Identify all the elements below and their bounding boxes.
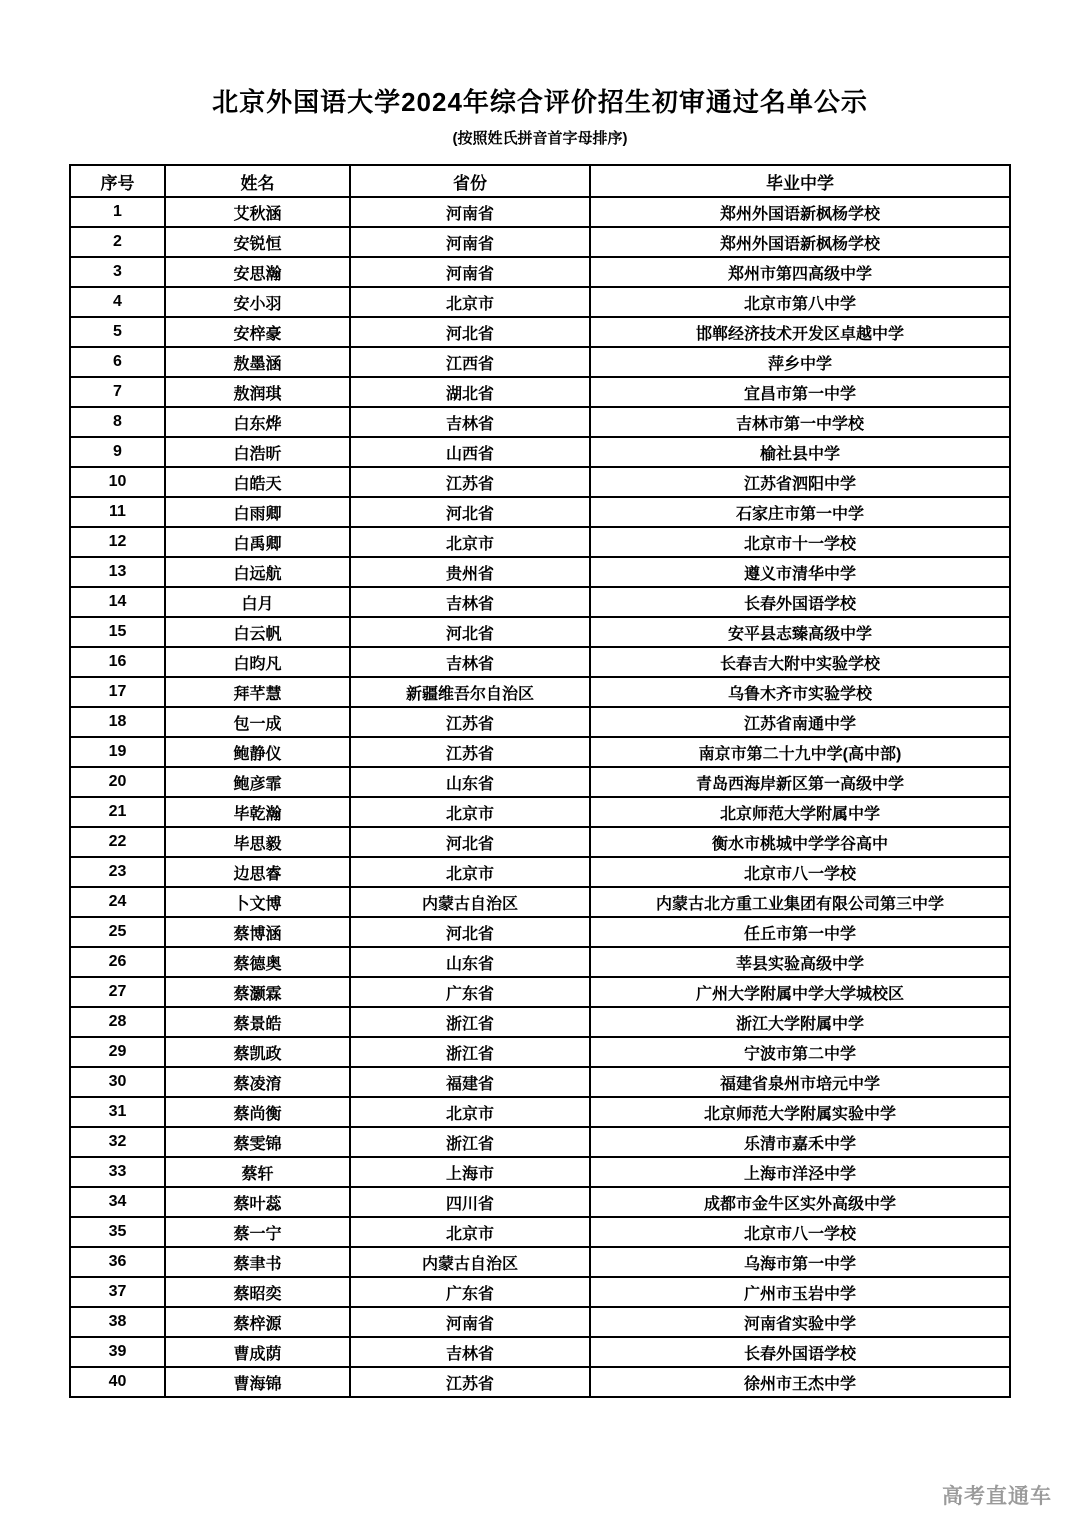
table-cell: 蔡雯锦 [165,1127,350,1157]
table-row [70,707,1010,737]
table-cell: 江苏省 [350,1367,590,1397]
table-cell: 39 [70,1337,165,1367]
table-cell: 26 [70,947,165,977]
table-row [70,647,1010,677]
table-cell: 安平县志臻高级中学 [590,617,1010,647]
page-subtitle: (按照姓氏拼音首字母排序) [452,130,628,147]
table-cell: 河北省 [350,497,590,527]
table-row [70,797,1010,827]
table-cell: 遵义市清华中学 [590,557,1010,587]
table-cell: 长春外国语学校 [590,1337,1010,1367]
table-cell: 6 [70,347,165,377]
table-row [70,1217,1010,1247]
table-row [70,1157,1010,1187]
table-cell: 蔡景皓 [165,1007,350,1037]
column-header: 姓名 [165,165,350,197]
table-cell: 拜芊慧 [165,677,350,707]
table-cell: 白月 [165,587,350,617]
table-row [70,737,1010,767]
table-cell: 5 [70,317,165,347]
table-cell: 北京市 [350,1217,590,1247]
table-row [70,407,1010,437]
table-header-row [70,165,1010,197]
column-header: 省份 [350,165,590,197]
table-cell: 25 [70,917,165,947]
table-cell: 27 [70,977,165,1007]
table-cell: 河南省实验中学 [590,1307,1010,1337]
table-cell: 长春吉大附中实验学校 [590,647,1010,677]
table-body [70,197,1010,1397]
table-cell: 石家庄市第一中学 [590,497,1010,527]
table-cell: 北京市十一学校 [590,527,1010,557]
table-row [70,587,1010,617]
table-cell: 北京市八一学校 [590,857,1010,887]
table-cell: 成都市金牛区实外高级中学 [590,1187,1010,1217]
table-cell: 蔡梓源 [165,1307,350,1337]
table-cell: 白禹卿 [165,527,350,557]
table-cell: 蔡一宁 [165,1217,350,1247]
table-cell: 河北省 [350,317,590,347]
table-cell: 吉林省 [350,1337,590,1367]
table-cell: 贵州省 [350,557,590,587]
table-cell: 广东省 [350,1277,590,1307]
table-row [70,617,1010,647]
table-cell: 安思瀚 [165,257,350,287]
table-cell: 11 [70,497,165,527]
table-cell: 新疆维吾尔自治区 [350,677,590,707]
table-cell: 白皓天 [165,467,350,497]
table-row [70,1007,1010,1037]
table-row [70,1187,1010,1217]
table-cell: 22 [70,827,165,857]
table-row [70,1367,1010,1397]
table-cell: 浙江省 [350,1127,590,1157]
table-cell: 4 [70,287,165,317]
watermark: 高考直通车 [942,1485,1052,1508]
table-cell: 21 [70,797,165,827]
table-cell: 吉林省 [350,647,590,677]
table-cell: 蔡昭奕 [165,1277,350,1307]
table-cell: 福建省 [350,1067,590,1097]
table-cell: 35 [70,1217,165,1247]
table-cell: 北京市 [350,527,590,557]
table-cell: 28 [70,1007,165,1037]
table-cell: 广州市玉岩中学 [590,1277,1010,1307]
table-cell: 蔡轩 [165,1157,350,1187]
table-cell: 白雨卿 [165,497,350,527]
table-cell: 曹海锦 [165,1367,350,1397]
table-cell: 福建省泉州市培元中学 [590,1067,1010,1097]
table-row [70,197,1010,227]
table-cell: 衡水市桃城中学学谷高中 [590,827,1010,857]
table-cell: 白浩昕 [165,437,350,467]
table-row [70,1307,1010,1337]
table-cell: 36 [70,1247,165,1277]
table-cell: 山东省 [350,767,590,797]
table-cell: 卜文博 [165,887,350,917]
table-cell: 白远航 [165,557,350,587]
table-cell: 四川省 [350,1187,590,1217]
table-cell: 30 [70,1067,165,1097]
table-cell: 12 [70,527,165,557]
table-row [70,1127,1010,1157]
table-row [70,227,1010,257]
table-cell: 边思睿 [165,857,350,887]
table-cell: 任丘市第一中学 [590,917,1010,947]
table-cell: 包一成 [165,707,350,737]
table-cell: 14 [70,587,165,617]
table-cell: 江苏省 [350,467,590,497]
table-row [70,887,1010,917]
table-cell: 8 [70,407,165,437]
table-cell: 16 [70,647,165,677]
table-cell: 38 [70,1307,165,1337]
table-cell: 31 [70,1097,165,1127]
table-cell: 敖墨涵 [165,347,350,377]
table-cell: 江苏省南通中学 [590,707,1010,737]
table-cell: 安小羽 [165,287,350,317]
table-cell: 吉林省 [350,587,590,617]
table-cell: 蔡博涵 [165,917,350,947]
table-cell: 23 [70,857,165,887]
table-cell: 江苏省 [350,707,590,737]
table-cell: 17 [70,677,165,707]
table-cell: 13 [70,557,165,587]
table-cell: 河南省 [350,227,590,257]
table-row [70,857,1010,887]
table-cell: 20 [70,767,165,797]
table-cell: 河北省 [350,917,590,947]
table-cell: 山西省 [350,437,590,467]
table-cell: 鲍静仪 [165,737,350,767]
table-cell: 北京市 [350,857,590,887]
table-cell: 40 [70,1367,165,1397]
table-cell: 江苏省 [350,737,590,767]
table-cell: 蔡聿书 [165,1247,350,1277]
table-cell: 浙江省 [350,1007,590,1037]
table-row [70,1247,1010,1277]
table-cell: 河南省 [350,197,590,227]
table-cell: 蔡德奥 [165,947,350,977]
table-row [70,557,1010,587]
table-row [70,257,1010,287]
table-cell: 曹成荫 [165,1337,350,1367]
table-cell: 青岛西海岸新区第一高级中学 [590,767,1010,797]
table-cell: 33 [70,1157,165,1187]
table-cell: 37 [70,1277,165,1307]
table-cell: 3 [70,257,165,287]
table-cell: 白昀凡 [165,647,350,677]
table-row [70,1337,1010,1367]
table-cell: 徐州市王杰中学 [590,1367,1010,1397]
table-cell: 7 [70,377,165,407]
column-header: 毕业中学 [590,165,1010,197]
table-cell: 白云帆 [165,617,350,647]
admission-list-table [69,164,1011,1398]
table-cell: 乌海市第一中学 [590,1247,1010,1277]
table-cell: 9 [70,437,165,467]
table-row [70,947,1010,977]
table-row [70,677,1010,707]
table-cell: 上海市洋泾中学 [590,1157,1010,1187]
table-cell: 上海市 [350,1157,590,1187]
table-cell: 蔡凯政 [165,1037,350,1067]
table-cell: 北京市八一学校 [590,1217,1010,1247]
table-cell: 毕乾瀚 [165,797,350,827]
table-cell: 萍乡中学 [590,347,1010,377]
table-cell: 15 [70,617,165,647]
table-cell: 鲍彦霏 [165,767,350,797]
column-header: 序号 [70,165,165,197]
table-cell: 浙江大学附属中学 [590,1007,1010,1037]
table-cell: 毕思毅 [165,827,350,857]
table-cell: 34 [70,1187,165,1217]
table-cell: 安梓豪 [165,317,350,347]
table-cell: 浙江省 [350,1037,590,1067]
table-cell: 10 [70,467,165,497]
table-cell: 吉林省 [350,407,590,437]
table-row [70,827,1010,857]
table-cell: 宜昌市第一中学 [590,377,1010,407]
table-cell: 北京市第八中学 [590,287,1010,317]
table-row [70,527,1010,557]
table-row [70,467,1010,497]
table-cell: 河南省 [350,1307,590,1337]
table-cell: 29 [70,1037,165,1067]
table-cell: 北京市 [350,287,590,317]
table-cell: 广东省 [350,977,590,1007]
table-cell: 内蒙古自治区 [350,1247,590,1277]
table-cell: 江西省 [350,347,590,377]
table-cell: 北京师范大学附属中学 [590,797,1010,827]
table-cell: 榆社县中学 [590,437,1010,467]
table-cell: 安锐恒 [165,227,350,257]
table-cell: 内蒙古北方重工业集团有限公司第三中学 [590,887,1010,917]
table-cell: 19 [70,737,165,767]
table-row [70,317,1010,347]
table-cell: 莘县实验高级中学 [590,947,1010,977]
table-row [70,977,1010,1007]
table-cell: 江苏省泗阳中学 [590,467,1010,497]
table-cell: 乌鲁木齐市实验学校 [590,677,1010,707]
table-row [70,1097,1010,1127]
table-cell: 24 [70,887,165,917]
table-row [70,1277,1010,1307]
table-cell: 南京市第二十九中学(高中部) [590,737,1010,767]
table-row [70,347,1010,377]
table-cell: 敖润琪 [165,377,350,407]
table-cell: 蔡灏霖 [165,977,350,1007]
table-cell: 蔡尚衡 [165,1097,350,1127]
table-row [70,1067,1010,1097]
table-cell: 乐清市嘉禾中学 [590,1127,1010,1157]
table-cell: 18 [70,707,165,737]
table-cell: 1 [70,197,165,227]
table-cell: 郑州市第四高级中学 [590,257,1010,287]
table-cell: 广州大学附属中学大学城校区 [590,977,1010,1007]
table-cell: 蔡凌淯 [165,1067,350,1097]
table-cell: 宁波市第二中学 [590,1037,1010,1067]
table-cell: 邯郸经济技术开发区卓越中学 [590,317,1010,347]
table-cell: 湖北省 [350,377,590,407]
table-cell: 白东烨 [165,407,350,437]
table-cell: 艾秋涵 [165,197,350,227]
table-cell: 河北省 [350,827,590,857]
table-cell: 北京师范大学附属实验中学 [590,1097,1010,1127]
table-cell: 32 [70,1127,165,1157]
table-cell: 内蒙古自治区 [350,887,590,917]
table-row [70,377,1010,407]
table-row [70,497,1010,527]
table-cell: 山东省 [350,947,590,977]
table-cell: 郑州外国语新枫杨学校 [590,227,1010,257]
table-cell: 长春外国语学校 [590,587,1010,617]
table-cell: 北京市 [350,1097,590,1127]
table-row [70,287,1010,317]
table-cell: 北京市 [350,797,590,827]
table-row [70,437,1010,467]
table-cell: 郑州外国语新枫杨学校 [590,197,1010,227]
table-row [70,1037,1010,1067]
table-cell: 河南省 [350,257,590,287]
table-row [70,767,1010,797]
table-cell: 河北省 [350,617,590,647]
table-cell: 蔡叶蕊 [165,1187,350,1217]
table-cell: 吉林市第一中学校 [590,407,1010,437]
table-row [70,917,1010,947]
table-cell: 2 [70,227,165,257]
page-title: 北京外国语大学2024年综合评价招生初审通过名单公示 [212,87,868,117]
